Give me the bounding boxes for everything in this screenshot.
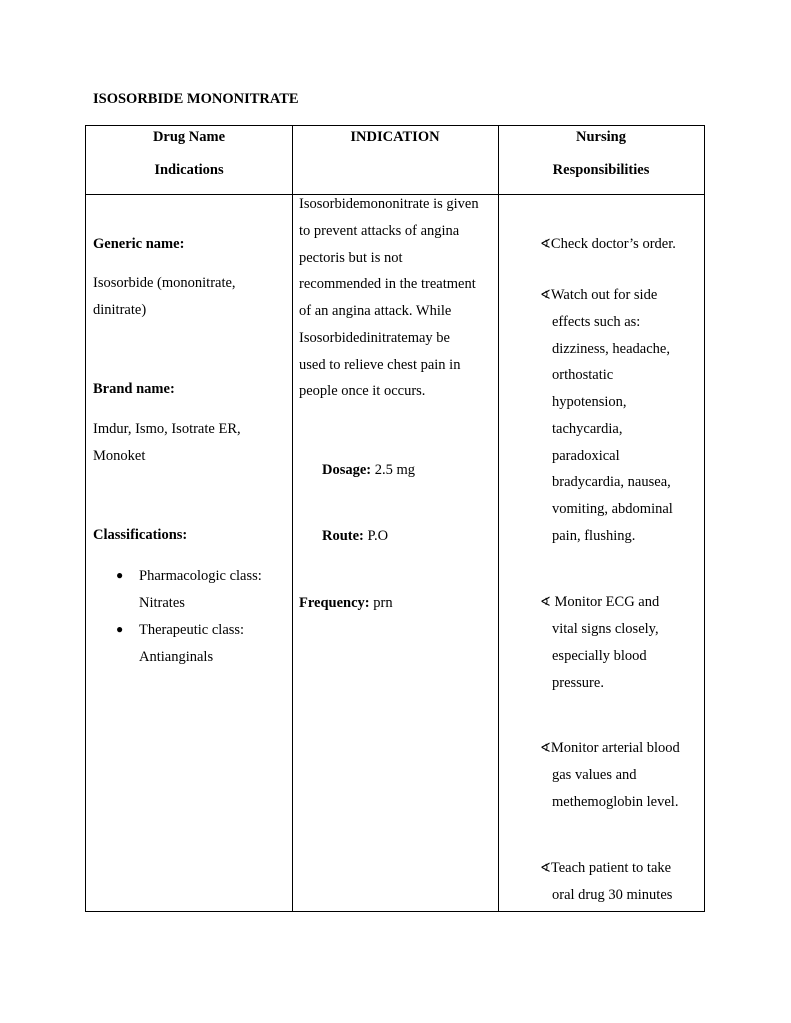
class-item: Therapeutic class:: [139, 622, 245, 638]
route-value: P.O: [363, 528, 389, 544]
nursing-item-text: especially blood: [552, 648, 647, 664]
nursing-item-text: paradoxical: [552, 448, 620, 464]
nursing-item-text: methemoglobin level.: [552, 794, 679, 810]
generic-name-label: Generic name:: [93, 236, 185, 252]
header-indication: INDICATION: [350, 129, 440, 145]
nursing-item: [540, 592, 659, 613]
dosage-line: [322, 460, 415, 480]
indication-text: people once it occurs.: [299, 383, 426, 399]
nursing-item-text: pain, flushing.: [552, 528, 636, 544]
nursing-item: [540, 285, 657, 306]
indication-text: to prevent attacks of angina: [299, 223, 460, 239]
brand-name-value: Monoket: [93, 448, 146, 464]
nursing-item-text: effects such as:: [552, 314, 641, 330]
header-drug-name: Drug Name: [152, 129, 226, 145]
nursing-item-text: Monitor arterial blood: [550, 740, 680, 756]
nursing-item-text: Watch out for side: [550, 287, 658, 303]
document-title: ISOSORBIDE MONONITRATE: [93, 91, 299, 107]
nursing-item-text: vital signs closely,: [552, 621, 659, 637]
angle-arrow-icon: ∢: [540, 237, 551, 252]
column-divider: [292, 126, 293, 911]
angle-arrow-icon: ∢: [540, 861, 551, 876]
nursing-item-text: tachycardia,: [552, 421, 623, 437]
nursing-item-text: Teach patient to take: [550, 860, 672, 876]
angle-arrow-icon: ∢: [540, 741, 551, 756]
class-item: Nitrates: [139, 595, 185, 611]
generic-name-value: dinitrate): [93, 302, 147, 318]
header-responsibilities: Responsibilities: [552, 162, 650, 178]
brand-name-label: Brand name:: [93, 381, 175, 397]
header-indications: Indications: [154, 162, 224, 178]
bullet-dot: ●: [116, 622, 124, 636]
angle-arrow-icon: ∢: [540, 288, 551, 303]
indication-text: Isosorbidemononitrate is given: [299, 196, 479, 212]
bullet-dot: ●: [116, 568, 124, 582]
nursing-item-text: gas values and: [552, 767, 637, 783]
nursing-item-text: bradycardia, nausea,: [552, 474, 671, 490]
nursing-item-text: Monitor ECG and: [550, 594, 660, 610]
nursing-item: [540, 738, 680, 759]
frequency-line: [299, 593, 393, 613]
dosage-label: Dosage:: [322, 462, 372, 478]
class-item: Antianginals: [139, 649, 214, 665]
indication-text: Isosorbidedinitratemay be: [299, 330, 450, 346]
indication-text: of an angina attack. While: [299, 303, 452, 319]
angle-arrow-icon: ∢: [540, 595, 551, 610]
route-label: Route:: [322, 528, 364, 544]
nursing-item-text: oral drug 30 minutes: [552, 887, 673, 903]
nursing-item-text: Check doctor’s order.: [550, 236, 676, 252]
column-divider: [498, 126, 499, 911]
nursing-item-text: vomiting, abdominal: [552, 501, 673, 517]
brand-name-value: Imdur, Ismo, Isotrate ER,: [93, 421, 241, 437]
indication-text: pectoris but is not: [299, 250, 403, 266]
class-item: Pharmacologic class:: [139, 568, 262, 584]
indication-text: used to relieve chest pain in: [299, 357, 461, 373]
nursing-item-text: pressure.: [552, 675, 604, 691]
indication-text: recommended in the treatment: [299, 276, 476, 292]
nursing-item-text: hypotension,: [552, 394, 627, 410]
nursing-item-text: orthostatic: [552, 367, 614, 383]
nursing-item: [540, 234, 676, 255]
frequency-value: prn: [369, 595, 393, 611]
generic-name-value: Isosorbide (mononitrate,: [93, 275, 236, 291]
nursing-item-text: dizziness, headache,: [552, 341, 670, 357]
dosage-value: 2.5 mg: [371, 462, 416, 478]
header-nursing: Nursing: [576, 129, 626, 145]
frequency-label: Frequency:: [299, 595, 370, 611]
nursing-item: [540, 858, 671, 879]
route-line: [322, 526, 388, 546]
drug-table: [85, 125, 705, 912]
classifications-label: Classifications:: [93, 527, 188, 543]
